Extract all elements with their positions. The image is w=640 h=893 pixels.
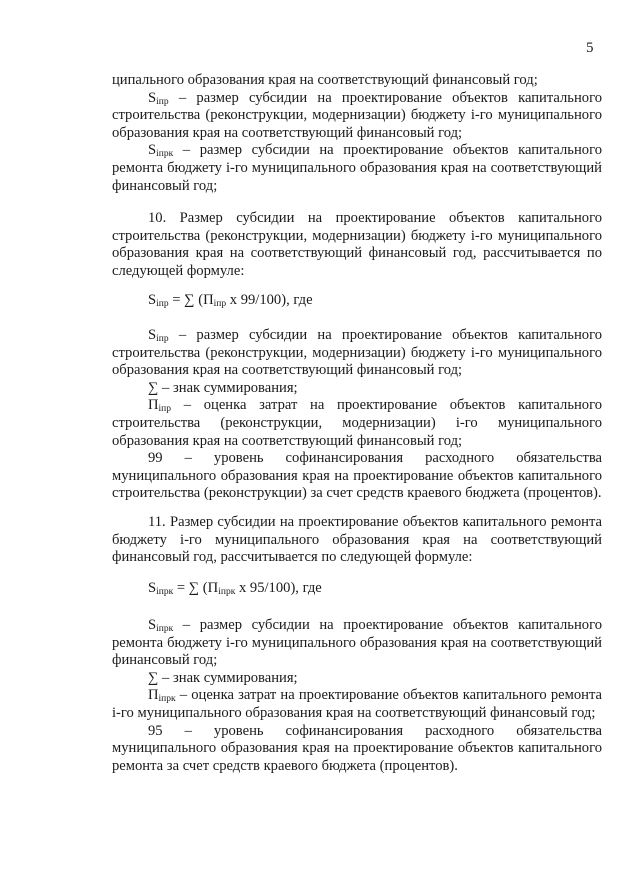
definition-text: – размер субсидии на проектирование объектов капитального ремонта бюджету i-го муниципального образования края на соответствующий финансовый год; [112, 142, 602, 194]
definition-rate-95: 95 – уровень софинансирования расходного обязательства муниципального образования края на проектирование объектов капитального ремонта за счет средств краевого бюджета (процентов). [112, 722, 602, 774]
top-block [112, 72, 602, 195]
definition-s-iprk: $S_{iпрк}$ – размер субсидии на проектирование объектов капитального ремонта бюджету i-го муниципального образования края на соответствующий финансовый год; [112, 617, 602, 669]
section-10-definitions [112, 327, 602, 503]
definition-text: – размер субсидии на проектирование объектов капитального строительства (реконструкции, модернизации) бюджету i-го муниципального образования края на соответствующий финансовый год; [112, 89, 602, 141]
section-11-definitions [112, 617, 602, 775]
definition-s-iprk [112, 142, 602, 195]
section-11-intro: 11. Размер субсидии на проектирование объектов капитального ремонта бюджету i-го муниципального образования края на соответствующий финансовый год, рассчитывается по следующей формуле: [112, 514, 602, 566]
definition-s-ipr [112, 90, 602, 143]
formula-10: $S_{iпр}$ = ∑ ($П_{iпр}$ x 99/100), где [148, 292, 313, 309]
term-subscript: iпрк [156, 149, 174, 160]
term-subscript: iпр [156, 96, 169, 107]
term-symbol: S [148, 142, 157, 159]
paragraph-continuation: ципального образования края на соответствующий финансовый год; [112, 72, 538, 88]
term-symbol: S [148, 89, 157, 106]
formula-11: $S_{iпрк}$ = ∑ ($П_{iпрк}$ x 95/100), где [148, 580, 322, 597]
definition-rate-99: 99 – уровень софинансирования расходного обязательства муниципального образования края на проектирование объектов капитального строительства (реконструкции) за счет средств краевого бюджета (процентов). [112, 450, 602, 502]
definition-p-iprk: $П_{iпрк}$ – оценка затрат на проектирование объектов капитального ремонта i-го муниципального образования края на соответствующий финансовый год; [112, 687, 602, 721]
definition-s-ipr: $S_{iпр}$ – размер субсидии на проектирование объектов капитального строительства (реконструкции, модернизации) бюджету i-го муниципального образования края на соответствующий финансовый год; [112, 327, 602, 379]
definition-p-ipr: $П_{iпр}$ – оценка затрат на проектирование объектов капитального строительства (реконструкции, модернизации) i-го муниципального образования края на соответствующий финансовый год; [112, 397, 602, 449]
definition-sum-sign: ∑ – знак суммирования; [148, 379, 298, 396]
section-10-intro: 10. Размер субсидии на проектирование объектов капитального строительства (реконструкции, модернизации) бюджету i-го муниципального образования края на соответствующий финансовый год, рассчитывается по следующей формуле: [112, 210, 602, 279]
definition-sum-sign: ∑ – знак суммирования; [148, 669, 298, 686]
page-number: 5 [586, 40, 594, 56]
